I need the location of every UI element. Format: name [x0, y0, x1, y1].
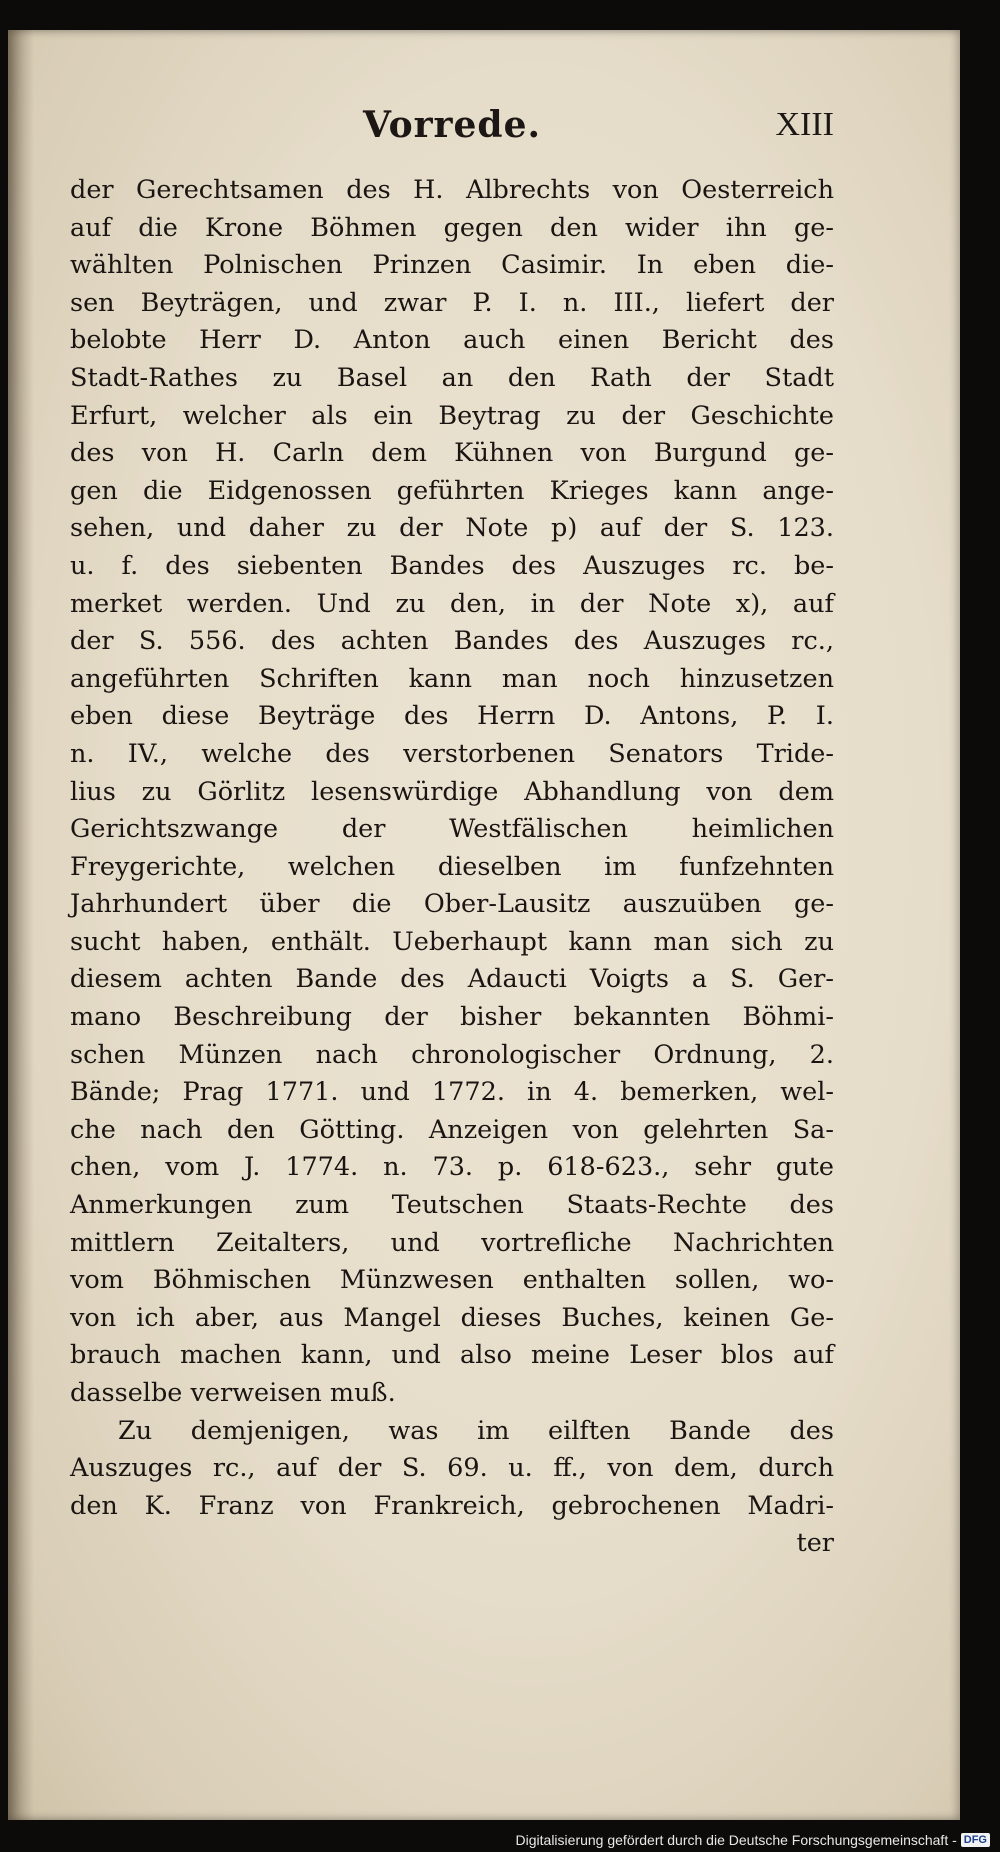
dfg-logo-icon: DFG	[961, 1833, 990, 1847]
text-line: brauch machen kann, und also meine Leser blos auf	[70, 1340, 834, 1371]
text-line: der Gerechtsamen des H. Albrechts von Oesterreich	[70, 175, 834, 205]
text-line: che nach den Götting. Anzeigen von gelehrten Sa-	[70, 1114, 834, 1145]
text-line: von ich aber, aus Mangel dieses Buches, keinen Ge-	[70, 1302, 834, 1333]
text-line: gen die Eidgenossen geführten Krieges kann ange-	[70, 475, 834, 506]
text-line: Anmerkungen zum Teutschen Staats-Rechte des	[70, 1190, 834, 1221]
text-line: Gerichtszwange der Westfälischen heimlichen	[70, 814, 834, 845]
text-line: sehen, und daher zu der Note p) auf der S. 123.	[70, 513, 834, 544]
text-line: des von H. Carln dem Kühnen von Burgund ge-	[70, 438, 834, 469]
text-line: chen, vom J. 1774. n. 73. p. 618-623., sehr gute	[70, 1152, 834, 1183]
gutter-shadow	[8, 30, 34, 1820]
text-line: lius zu Görlitz lesenswürdige Abhandlung von dem	[70, 776, 834, 807]
text-line: diesem achten Bande des Adaucti Voigts a S. Ger-	[70, 964, 834, 995]
text-line: der S. 556. des achten Bandes des Auszuges rc.,	[70, 626, 834, 657]
text-line: mano Beschreibung der bisher bekannten Böhmi-	[70, 1002, 834, 1033]
text-line: auf die Krone Böhmen gegen den wider ihn ge-	[70, 212, 834, 243]
text-line: Stadt-Rathes zu Basel an den Rath der Stadt	[70, 362, 834, 393]
text-line: Jahrhundert über die Ober-Lausitz auszuüben ge-	[70, 889, 834, 920]
text-line: merket werden. Und zu den, in der Note x), auf	[70, 588, 834, 619]
catchword: ter	[796, 1528, 834, 1559]
text-line: Freygerichte, welchen dieselben im funfzehnten	[70, 851, 834, 882]
text-line: mittlern Zeitalters, und vortrefliche Nachrichten	[70, 1227, 834, 1258]
page-header	[70, 104, 834, 164]
text-line: dasselbe verweisen muß.	[70, 1378, 396, 1408]
text-line: schen Münzen nach chronologischer Ordnung, 2.	[70, 1039, 834, 1070]
text-line: eben diese Beyträge des Herrn D. Antons, P. I.	[70, 701, 834, 732]
text-line: Erfurt, welcher als ein Beytrag zu der Geschichte	[70, 400, 834, 431]
text-line: angeführten Schriften kann man noch hinzusetzen	[70, 663, 834, 694]
running-head: Vorrede.	[362, 104, 542, 146]
digitization-credit	[516, 1832, 990, 1848]
text-line: den K. Franz von Frankreich, gebrochenen Madri-	[70, 1490, 834, 1521]
text-line: wählten Polnischen Prinzen Casimir. In eben die-	[70, 250, 834, 281]
text-line: belobte Herr D. Anton auch einen Bericht des	[70, 325, 834, 356]
text-line: Bände; Prag 1771. und 1772. in 4. bemerken, wel-	[70, 1077, 834, 1108]
text-line: n. IV., welche des verstorbenen Senators Tride-	[70, 738, 834, 769]
text-line: Auszuges rc., auf der S. 69. u. ff., von dem, durch	[70, 1453, 834, 1484]
credit-text: Digitalisierung gefördert durch die Deutsche Forschungsgemeinschaft -	[515, 1832, 957, 1848]
text-line: sucht haben, enthält. Ueberhaupt kann man sich zu	[70, 926, 834, 957]
body-text	[70, 172, 834, 1563]
text-line: Zu demjenigen, was im eilften Bande des	[118, 1415, 834, 1446]
text-line: sen Beyträgen, und zwar P. I. n. III., liefert der	[70, 287, 834, 318]
page-number: XIII	[775, 106, 834, 143]
book-page	[8, 30, 960, 1820]
text-line: vom Böhmischen Münzwesen enthalten sollen, wo-	[70, 1265, 834, 1296]
text-line: u. f. des siebenten Bandes des Auszuges rc. be-	[70, 550, 834, 581]
